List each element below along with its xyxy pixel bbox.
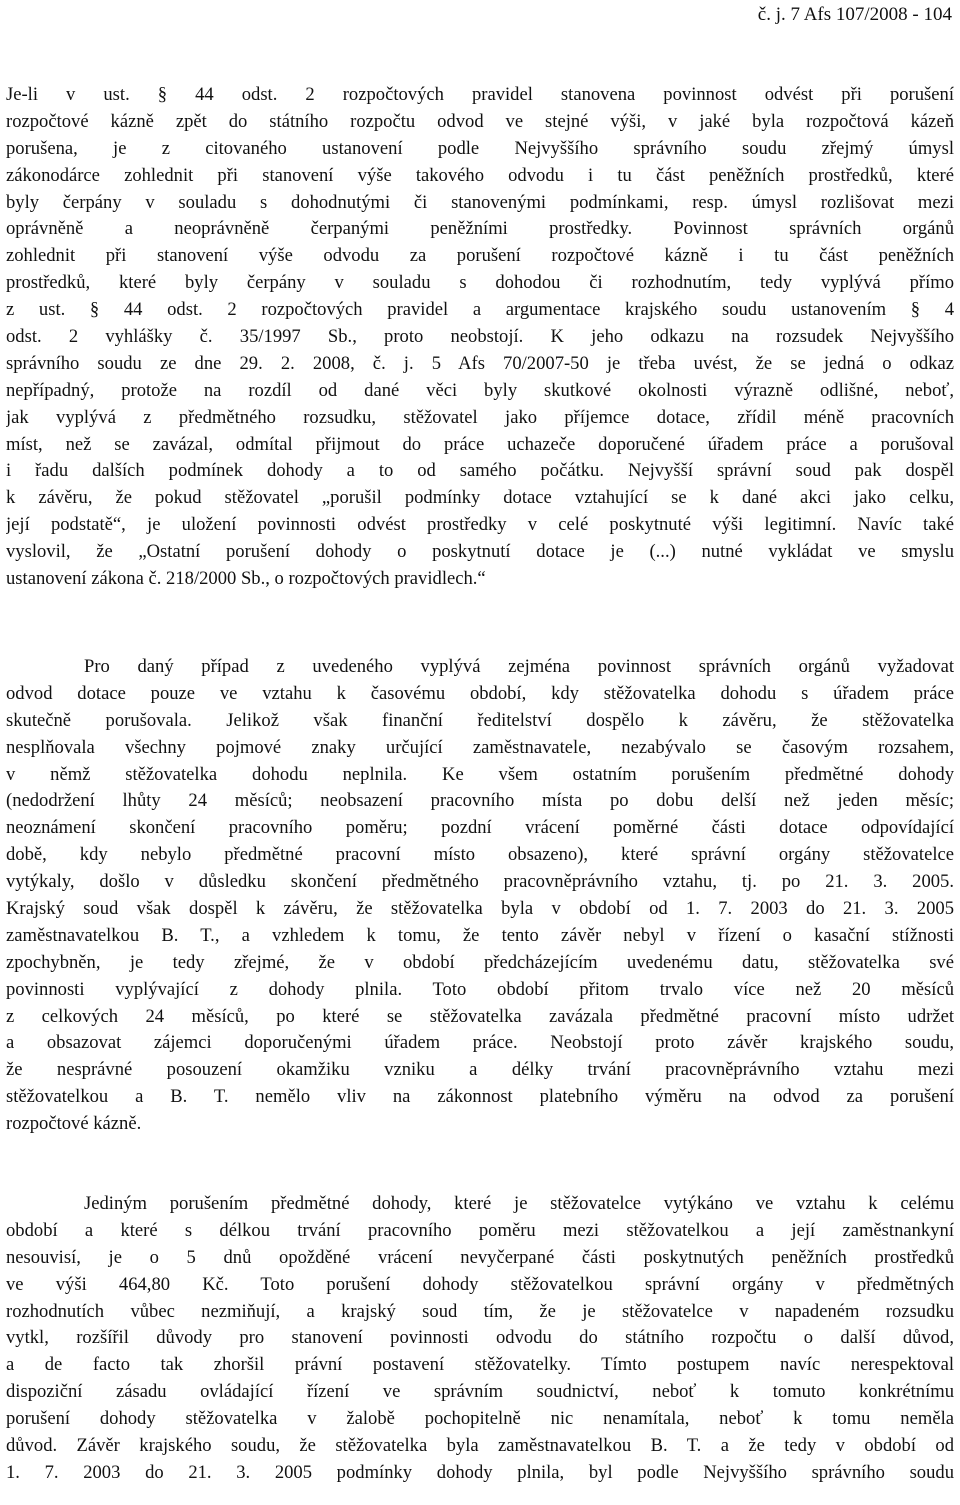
- paragraph-2: [6, 654, 954, 1138]
- text-line: jak vyplývá z předmětného rozsudku, stěžovatel jako příjemce dotace, zřídil méně pracovních: [6, 406, 954, 428]
- text-line: že nesprávné posouzení okamžiku vzniku a délky trvání pracovněprávního vztahu mezi: [6, 1059, 954, 1081]
- text-line: povinnosti vyplývající z dohody plnila. Toto období přitom trvalo více než 20 měsíců: [6, 978, 954, 1000]
- paragraph-3: [6, 1191, 954, 1487]
- text-line: 1. 7. 2003 do 21. 3. 2005 podmínky dohody plnila, byl podle Nejvyššího správního soudu: [6, 1461, 954, 1483]
- text-line: vyslovil, že „Ostatní porušení dohody o poskytnutí dotace je (...) nutné vykládat ve smyslu: [6, 541, 954, 563]
- text-line: i řadu dalších podmínek dohody a to od samého počátku. Nejvyšší správní soud pak dospěl: [6, 460, 954, 482]
- text-line: vytkl, rozšířil důvody pro stanovení povinnosti odvodu do státního rozpočtu o další důvod,: [6, 1327, 954, 1349]
- text-line: rozpočtové kázně.: [6, 1113, 142, 1135]
- text-line: a obsazovat zájemci doporučenými úřadem práce. Neobstojí proto závěr krajského soudu,: [6, 1032, 954, 1054]
- text-line: oprávněně a neoprávněně čerpanými peněžními prostředky. Povinnost správních orgánů: [6, 218, 954, 240]
- text-line: její podstatě“, je uložení povinnosti odvést prostředky v celé poskytnuté výši legitimní. Navíc také: [6, 514, 954, 536]
- text-line: z celkových 24 měsíců, po které se stěžovatelka zavázala předmětné pracovní místo udržet: [6, 1005, 954, 1027]
- text-line: porušení dohody stěžovatelka v žalobě pochopitelně nic nenamítala, neboť k tomu neměla: [6, 1408, 954, 1430]
- paragraph-1: [6, 82, 954, 593]
- text-line: Jediným porušením předmětné dohody, které je stěžovatelce vytýkáno ve vztahu k celému: [84, 1193, 954, 1214]
- text-line: míst, než se zavázal, odmítal přijmout do práce uchazeče doporučené úřadem práce a porušoval: [6, 433, 954, 455]
- text-line: nepřípadný, protože na rozdíl od dané věci byly skutkové okolnosti výrazně odlišné, neboť,: [6, 379, 954, 401]
- text-line: byly čerpány v souladu s dohodnutými či stanovenými podmínkami, resp. úmysl rozlišovat mezi: [6, 191, 954, 213]
- text-line: skutečně porušovala. Jelikož však finanční ředitelství dospělo k závěru, že stěžovatelka: [6, 709, 954, 731]
- text-line: neoznámení skončení pracovního poměru; pozdní vrácení poměrné části dotace odpovídající: [6, 817, 954, 839]
- text-line: zpochybněn, je tedy zřejmé, že v období předcházejícím uvedenému datu, stěžovatelka své: [6, 951, 954, 973]
- text-line: v němž stěžovatelka dohodu neplnila. Ke všem ostatním porušením předmětné dohody: [6, 763, 954, 785]
- text-line: zohlednit při stanovení výše odvodu za porušení rozpočtové kázně i tu část peněžních: [6, 245, 954, 267]
- text-line: porušena, je z citovaného ustanovení podle Nejvyššího správního soudu zřejmý úmysl: [6, 137, 954, 159]
- text-line: době, kdy nebylo předmětné pracovní místo obsazeno), které správní orgány stěžovatelce: [6, 844, 954, 866]
- text-line: rozpočtové kázně zpět do státního rozpočtu odvod ve stejné výši, v jaké byla rozpočtová kázeň: [6, 110, 954, 132]
- text-line: stěžovatelkou a B. T. nemělo vliv na zákonnost platebního výměru na odvod za porušení: [6, 1086, 954, 1108]
- text-line: k závěru, že pokud stěžovatel „porušil podmínky dotace vztahující se k dané akci jako celku,: [6, 487, 954, 509]
- text-line: dispoziční zásadu ovládající řízení ve správním soudnictví, neboť k tomuto konkrétnímu: [6, 1381, 954, 1403]
- case-reference-header: č. j. 7 Afs 107/2008 - 104: [757, 4, 952, 25]
- text-line: nesplňovala všechny pojmové znaky určující zaměstnavatele, nezabývalo se časovým rozsahem,: [6, 736, 954, 758]
- text-line: zaměstnavatelkou B. T., a vzhledem k tomu, že tento závěr nebyl v řízení o kasační stížnosti: [6, 924, 954, 946]
- text-line: ustanovení zákona č. 218/2000 Sb., o rozpočtových pravidlech.“: [6, 568, 486, 590]
- text-line: zákonodárce zohlednit při stanovení výše takového odvodu i tu část peněžních prostředků, které: [6, 164, 954, 186]
- text-line: správního soudu ze dne 29. 2. 2008, č. j. 5 Afs 70/2007-50 je třeba uvést, že se jedná o odkaz: [6, 352, 954, 374]
- text-line: rozhodnutích vůbec nezmiňují, a krajský soud tím, že je stěžovatelce v napadeném rozsudku: [6, 1300, 954, 1322]
- text-line: prostředků, které byly čerpány v souladu s dohodou či rozhodnutím, tedy vyplývá přímo: [6, 272, 954, 294]
- text-line: vytýkaly, došlo v důsledku skončení předmětného pracovněprávního vztahu, tj. po 21. 3. 2005.: [6, 871, 954, 893]
- text-line: nesouvisí, je o 5 dnů opožděné vrácení nevyčerpané části poskytnutých peněžních prostředků: [6, 1246, 954, 1268]
- text-line: (nedodržení lhůty 24 měsíců; neobsazení pracovního místa po dobu delší než jeden měsíc;: [6, 790, 954, 812]
- text-line: Krajský soud však dospěl k závěru, že stěžovatelka byla v období od 1. 7. 2003 do 21. 3. 2005: [6, 898, 954, 920]
- text-line: důvod. Závěr krajského soudu, že stěžovatelka byla zaměstnavatelkou B. T. a že tedy v období od: [6, 1435, 954, 1457]
- text-line: ve výši 464,80 Kč. Toto porušení dohody stěžovatelkou správní orgány v předmětných: [6, 1273, 954, 1295]
- text-line: období a které s délkou trvání pracovního poměru mezi stěžovatelkou a její zaměstnankyní: [6, 1219, 954, 1241]
- text-line: Pro daný případ z uvedeného vyplývá zejména povinnost správních orgánů vyžadovat: [84, 656, 954, 677]
- text-line: Je-li v ust. § 44 odst. 2 rozpočtových pravidel stanovena povinnost odvést při porušení: [6, 84, 954, 105]
- text-line: odst. 2 vyhlášky č. 35/1997 Sb., proto neobstojí. K jeho odkazu na rozsudek Nejvyššího: [6, 326, 954, 348]
- text-line: z ust. § 44 odst. 2 rozpočtových pravidel a argumentace krajského soudu ustanovením § 4: [6, 299, 954, 321]
- text-line: a de facto tak zhoršil právní postavení stěžovatelky. Tímto postupem navíc nerespektoval: [6, 1354, 954, 1376]
- text-line: odvod dotace pouze ve vztahu k časovému období, kdy stěžovatelka dohodu s úřadem práce: [6, 682, 954, 704]
